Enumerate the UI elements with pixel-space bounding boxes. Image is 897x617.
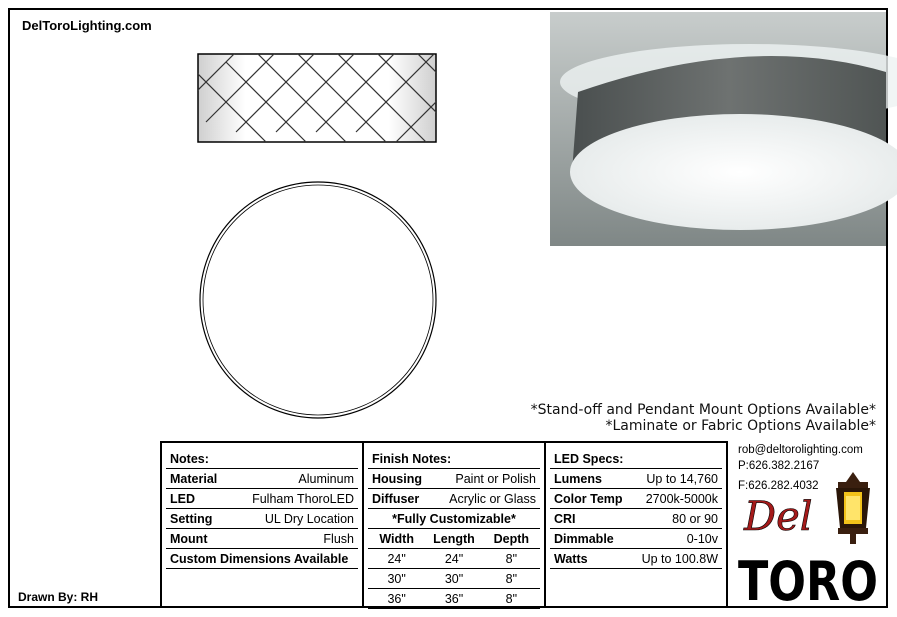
availability-line-2: *Laminate or Fabric Options Available* — [605, 418, 876, 434]
notes-value: UL Dry Location — [264, 511, 354, 526]
contact-phone: P:626.382.2167 — [738, 460, 820, 472]
led-key: Dimmable — [554, 531, 614, 546]
led-key: Color Temp — [554, 491, 623, 506]
dim-cell: 30" — [387, 571, 406, 586]
dim-cell: 36" — [387, 591, 406, 606]
drawn-by: Drawn By: RH — [18, 590, 99, 604]
notes-title: Notes: — [170, 451, 209, 466]
finish-notes-table — [364, 441, 546, 608]
led-value: Up to 100.8W — [641, 551, 718, 566]
dim-header-width: Width — [379, 531, 414, 546]
product-photo — [550, 12, 886, 246]
fully-customizable: *Fully Customizable* — [392, 511, 516, 526]
dim-cell: 8" — [505, 591, 518, 606]
contact-email: rob@deltorolighting.com — [738, 444, 863, 456]
site-name: DelToroLighting.com — [22, 18, 152, 33]
dim-cell: 8" — [505, 571, 518, 586]
logo-script: Del — [744, 494, 813, 540]
availability-notes — [531, 402, 876, 434]
dim-header-length: Length — [433, 531, 475, 546]
notes-table — [160, 441, 364, 608]
led-value: 80 or 90 — [672, 511, 718, 526]
dim-header-depth: Depth — [493, 531, 530, 546]
custom-dimensions: Custom Dimensions Available — [170, 551, 349, 566]
finish-key: Diffuser — [372, 491, 420, 506]
notes-key: LED — [170, 491, 195, 506]
led-value: Up to 14,760 — [646, 471, 718, 486]
finish-value: Paint or Polish — [455, 471, 536, 486]
notes-value: Flush — [323, 531, 354, 546]
contact-fax: F:626.282.4032 — [738, 480, 819, 492]
led-key: CRI — [554, 511, 576, 526]
led-key: Watts — [554, 551, 588, 566]
led-key: Lumens — [554, 471, 602, 486]
dim-cell: 30" — [444, 571, 464, 586]
availability-line-1: *Stand-off and Pendant Mount Options Available* — [530, 402, 876, 418]
led-value: 0-10v — [686, 531, 718, 546]
lantern-icon — [836, 472, 870, 544]
notes-value: Fulham ThoroLED — [252, 491, 354, 506]
finish-title: Finish Notes: — [372, 451, 452, 466]
dim-cell: 24" — [444, 551, 464, 566]
led-value: 2700k-5000k — [645, 491, 718, 506]
logo-word: TORO — [738, 550, 878, 613]
notes-key: Mount — [170, 531, 208, 546]
del-toro-logo — [734, 468, 884, 613]
notes-key: Material — [170, 471, 218, 486]
notes-value: Aluminum — [298, 471, 354, 486]
spec-sheet — [8, 8, 888, 613]
dim-cell: 8" — [505, 551, 518, 566]
top-view-drawing — [196, 178, 440, 422]
finish-value: Acrylic or Glass — [449, 491, 536, 506]
notes-key: Setting — [170, 511, 213, 526]
dim-cell: 36" — [444, 591, 464, 606]
led-specs-table — [546, 441, 728, 608]
side-elevation-drawing — [196, 52, 438, 144]
finish-key: Housing — [372, 471, 422, 486]
led-title: LED Specs: — [554, 451, 624, 466]
dim-cell: 24" — [387, 551, 406, 566]
